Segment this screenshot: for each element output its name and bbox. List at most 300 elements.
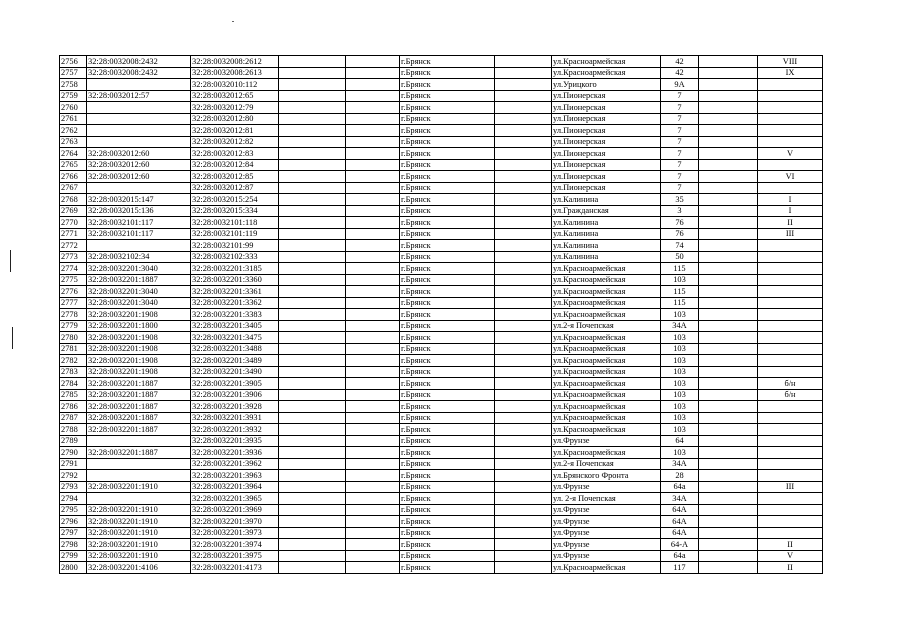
empty-cell	[279, 228, 346, 240]
empty-cell	[346, 251, 400, 263]
empty-cell	[346, 458, 400, 470]
house-number-cell: 103	[661, 447, 699, 459]
row-number-cell: 2775	[60, 274, 87, 286]
empty-cell	[279, 102, 346, 114]
row-number-cell: 2792	[60, 470, 87, 482]
empty-cell	[495, 504, 552, 516]
building-cell	[758, 320, 823, 332]
parent-cadastral-cell: 32:28:0032201:1910	[87, 539, 191, 551]
empty-cell	[495, 562, 552, 574]
empty-cell	[495, 240, 552, 252]
empty-cell	[279, 493, 346, 505]
empty-cell	[495, 366, 552, 378]
table-row	[60, 366, 823, 378]
street-cell: ул.Красноармейская	[552, 562, 661, 574]
house-number-cell: 74	[661, 240, 699, 252]
empty-cell	[699, 136, 758, 148]
street-cell: ул.Пионерская	[552, 136, 661, 148]
empty-cell	[495, 539, 552, 551]
city-cell: г.Брянск	[400, 251, 495, 263]
empty-cell	[495, 493, 552, 505]
cadastral-number-cell: 32:28:0032201:3964	[191, 481, 279, 493]
row-number-cell: 2774	[60, 263, 87, 275]
empty-cell	[699, 274, 758, 286]
row-number-cell: 2789	[60, 435, 87, 447]
empty-cell	[279, 550, 346, 562]
table-row	[60, 504, 823, 516]
row-number-cell: 2772	[60, 240, 87, 252]
empty-cell	[495, 401, 552, 413]
city-cell: г.Брянск	[400, 171, 495, 183]
city-cell: г.Брянск	[400, 516, 495, 528]
parent-cadastral-cell	[87, 240, 191, 252]
parent-cadastral-cell: 32:28:0032201:3040	[87, 297, 191, 309]
city-cell: г.Брянск	[400, 182, 495, 194]
empty-cell	[495, 263, 552, 275]
house-number-cell: 28	[661, 470, 699, 482]
empty-cell	[346, 389, 400, 401]
building-cell	[758, 297, 823, 309]
cadastral-number-cell: 32:28:0032015:254	[191, 194, 279, 206]
building-cell: II	[758, 539, 823, 551]
house-number-cell: 103	[661, 424, 699, 436]
parent-cadastral-cell: 32:28:0032201:1910	[87, 481, 191, 493]
table-row	[60, 343, 823, 355]
building-cell: VIII	[758, 56, 823, 68]
empty-cell	[699, 343, 758, 355]
parent-cadastral-cell: 32:28:0032201:1800	[87, 320, 191, 332]
street-cell: ул.Пионерская	[552, 148, 661, 160]
empty-cell	[279, 424, 346, 436]
street-cell: ул.Фрунзе	[552, 550, 661, 562]
empty-cell	[346, 113, 400, 125]
city-cell: г.Брянск	[400, 343, 495, 355]
parent-cadastral-cell: 32:28:0032201:1910	[87, 516, 191, 528]
cadastral-number-cell: 32:28:0032201:3906	[191, 389, 279, 401]
empty-cell	[699, 378, 758, 390]
empty-cell	[495, 125, 552, 137]
empty-cell	[495, 159, 552, 171]
city-cell: г.Брянск	[400, 274, 495, 286]
cadastral-number-cell: 32:28:0032012:83	[191, 148, 279, 160]
empty-cell	[495, 113, 552, 125]
parent-cadastral-cell: 32:28:0032201:1908	[87, 366, 191, 378]
empty-cell	[699, 562, 758, 574]
row-number-cell: 2794	[60, 493, 87, 505]
empty-cell	[699, 493, 758, 505]
house-number-cell: 7	[661, 148, 699, 160]
empty-cell	[346, 343, 400, 355]
house-number-cell: 7	[661, 159, 699, 171]
table-row	[60, 424, 823, 436]
table-row	[60, 67, 823, 79]
row-number-cell: 2791	[60, 458, 87, 470]
row-number-cell: 2793	[60, 481, 87, 493]
cadastral-number-cell: 32:28:0032010:112	[191, 79, 279, 91]
city-cell: г.Брянск	[400, 217, 495, 229]
empty-cell	[346, 171, 400, 183]
building-cell: I	[758, 205, 823, 217]
parent-cadastral-cell	[87, 125, 191, 137]
street-cell: ул.Фрунзе	[552, 435, 661, 447]
cadastral-number-cell: 32:28:0032012:80	[191, 113, 279, 125]
empty-cell	[699, 355, 758, 367]
row-number-cell: 2769	[60, 205, 87, 217]
city-cell: г.Брянск	[400, 550, 495, 562]
building-cell	[758, 366, 823, 378]
row-number-cell: 2790	[60, 447, 87, 459]
cadastral-number-cell: 32:28:0032201:3360	[191, 274, 279, 286]
empty-cell	[279, 332, 346, 344]
empty-cell	[495, 527, 552, 539]
parent-cadastral-cell: 32:28:0032201:1910	[87, 527, 191, 539]
table-row	[60, 516, 823, 528]
row-number-cell: 2795	[60, 504, 87, 516]
empty-cell	[699, 171, 758, 183]
parent-cadastral-cell: 32:28:0032008:2432	[87, 67, 191, 79]
table-row	[60, 159, 823, 171]
city-cell: г.Брянск	[400, 286, 495, 298]
city-cell: г.Брянск	[400, 194, 495, 206]
empty-cell	[699, 412, 758, 424]
empty-cell	[346, 240, 400, 252]
cadastral-number-cell: 32:28:0032101:99	[191, 240, 279, 252]
row-number-cell: 2782	[60, 355, 87, 367]
cadastral-number-cell: 32:28:0032201:3362	[191, 297, 279, 309]
table-row	[60, 171, 823, 183]
city-cell: г.Брянск	[400, 102, 495, 114]
row-number-cell: 2759	[60, 90, 87, 102]
empty-cell	[699, 251, 758, 263]
empty-cell	[346, 205, 400, 217]
empty-cell	[279, 504, 346, 516]
empty-cell	[495, 412, 552, 424]
empty-cell	[346, 159, 400, 171]
parent-cadastral-cell: 32:28:0032008:2432	[87, 56, 191, 68]
cadastral-number-cell: 32:28:0032201:3185	[191, 263, 279, 275]
city-cell: г.Брянск	[400, 309, 495, 321]
cadastral-number-cell: 32:28:0032201:3490	[191, 366, 279, 378]
street-cell: ул.Красноармейская	[552, 366, 661, 378]
empty-cell	[699, 504, 758, 516]
empty-cell	[495, 424, 552, 436]
empty-cell	[495, 102, 552, 114]
empty-cell	[699, 550, 758, 562]
cadastral-number-cell: 32:28:0032201:3935	[191, 435, 279, 447]
table-row	[60, 458, 823, 470]
empty-cell	[279, 481, 346, 493]
parent-cadastral-cell: 32:28:0032201:1887	[87, 389, 191, 401]
empty-cell	[495, 274, 552, 286]
building-cell: б/н	[758, 389, 823, 401]
house-number-cell: 103	[661, 343, 699, 355]
building-cell	[758, 251, 823, 263]
row-number-cell: 2788	[60, 424, 87, 436]
empty-cell	[495, 447, 552, 459]
city-cell: г.Брянск	[400, 424, 495, 436]
parent-cadastral-cell: 32:28:0032201:1910	[87, 550, 191, 562]
building-cell: III	[758, 481, 823, 493]
table-row	[60, 435, 823, 447]
house-number-cell: 64а	[661, 481, 699, 493]
house-number-cell: 3	[661, 205, 699, 217]
row-number-cell: 2799	[60, 550, 87, 562]
empty-cell	[699, 389, 758, 401]
city-cell: г.Брянск	[400, 79, 495, 91]
building-cell	[758, 458, 823, 470]
empty-cell	[495, 389, 552, 401]
empty-cell	[279, 79, 346, 91]
parent-cadastral-cell	[87, 102, 191, 114]
house-number-cell: 34А	[661, 458, 699, 470]
building-cell: IX	[758, 67, 823, 79]
city-cell: г.Брянск	[400, 355, 495, 367]
city-cell: г.Брянск	[400, 205, 495, 217]
house-number-cell: 64а	[661, 550, 699, 562]
empty-cell	[346, 527, 400, 539]
parent-cadastral-cell	[87, 79, 191, 91]
empty-cell	[346, 493, 400, 505]
parent-cadastral-cell: 32:28:0032201:1887	[87, 401, 191, 413]
row-number-cell: 2773	[60, 251, 87, 263]
empty-cell	[279, 389, 346, 401]
empty-cell	[279, 527, 346, 539]
empty-cell	[495, 378, 552, 390]
city-cell: г.Брянск	[400, 90, 495, 102]
cadastral-number-cell: 32:28:0032201:3361	[191, 286, 279, 298]
building-cell	[758, 516, 823, 528]
cadastral-number-cell: 32:28:0032201:3905	[191, 378, 279, 390]
city-cell: г.Брянск	[400, 458, 495, 470]
row-number-cell: 2798	[60, 539, 87, 551]
empty-cell	[346, 320, 400, 332]
empty-cell	[495, 56, 552, 68]
empty-cell	[346, 148, 400, 160]
empty-cell	[346, 355, 400, 367]
empty-cell	[699, 102, 758, 114]
empty-cell	[346, 182, 400, 194]
row-number-cell: 2800	[60, 562, 87, 574]
street-cell: ул.Фрунзе	[552, 504, 661, 516]
empty-cell	[346, 401, 400, 413]
empty-cell	[279, 309, 346, 321]
cadastral-number-cell: 32:28:0032201:3969	[191, 504, 279, 516]
empty-cell	[279, 159, 346, 171]
city-cell: г.Брянск	[400, 67, 495, 79]
street-cell: ул. 2-я Почепская	[552, 493, 661, 505]
empty-cell	[346, 562, 400, 574]
cadastral-number-cell: 32:28:0032201:3405	[191, 320, 279, 332]
street-cell: ул.Красноармейская	[552, 343, 661, 355]
empty-cell	[279, 67, 346, 79]
table-row	[60, 251, 823, 263]
parent-cadastral-cell: 32:28:0032201:1887	[87, 447, 191, 459]
table-row	[60, 205, 823, 217]
city-cell: г.Брянск	[400, 148, 495, 160]
empty-cell	[279, 90, 346, 102]
cadastral-number-cell: 32:28:0032102:333	[191, 251, 279, 263]
table-row	[60, 378, 823, 390]
table-row	[60, 56, 823, 68]
building-cell	[758, 79, 823, 91]
city-cell: г.Брянск	[400, 263, 495, 275]
house-number-cell: 76	[661, 217, 699, 229]
empty-cell	[495, 355, 552, 367]
cadastral-number-cell: 32:28:0032201:3475	[191, 332, 279, 344]
empty-cell	[346, 274, 400, 286]
empty-cell	[495, 435, 552, 447]
cadastral-number-cell: 32:28:0032201:3970	[191, 516, 279, 528]
building-cell	[758, 102, 823, 114]
table-row	[60, 447, 823, 459]
cadastral-number-cell: 32:28:0032012:82	[191, 136, 279, 148]
empty-cell	[699, 435, 758, 447]
table-row	[60, 240, 823, 252]
house-number-cell: 115	[661, 286, 699, 298]
street-cell: ул.Брянского Фронта	[552, 470, 661, 482]
empty-cell	[279, 355, 346, 367]
empty-cell	[279, 458, 346, 470]
building-cell	[758, 470, 823, 482]
empty-cell	[279, 56, 346, 68]
table-row	[60, 539, 823, 551]
empty-cell	[346, 67, 400, 79]
parent-cadastral-cell: 32:28:0032101:117	[87, 217, 191, 229]
building-cell	[758, 412, 823, 424]
empty-cell	[699, 527, 758, 539]
empty-cell	[699, 228, 758, 240]
house-number-cell: 7	[661, 182, 699, 194]
row-number-cell: 2784	[60, 378, 87, 390]
empty-cell	[699, 470, 758, 482]
house-number-cell: 7	[661, 125, 699, 137]
street-cell: ул.Красноармейская	[552, 401, 661, 413]
street-cell: ул.Красноармейская	[552, 309, 661, 321]
cadastral-number-cell: 32:28:0032101:119	[191, 228, 279, 240]
row-number-cell: 2768	[60, 194, 87, 206]
table-row	[60, 562, 823, 574]
parent-cadastral-cell	[87, 113, 191, 125]
street-cell: ул.Фрунзе	[552, 527, 661, 539]
cadastral-number-cell: 32:28:0032201:3936	[191, 447, 279, 459]
row-number-cell: 2763	[60, 136, 87, 148]
street-cell: ул.Калинина	[552, 251, 661, 263]
house-number-cell: 64А	[661, 504, 699, 516]
parent-cadastral-cell: 32:28:0032201:3040	[87, 286, 191, 298]
house-number-cell: 117	[661, 562, 699, 574]
building-cell	[758, 136, 823, 148]
city-cell: г.Брянск	[400, 447, 495, 459]
building-cell	[758, 309, 823, 321]
street-cell: ул.Пионерская	[552, 159, 661, 171]
building-cell	[758, 159, 823, 171]
table-row	[60, 217, 823, 229]
house-number-cell: 103	[661, 366, 699, 378]
empty-cell	[279, 366, 346, 378]
parent-cadastral-cell	[87, 458, 191, 470]
house-number-cell: 35	[661, 194, 699, 206]
empty-cell	[495, 251, 552, 263]
city-cell: г.Брянск	[400, 493, 495, 505]
building-cell	[758, 493, 823, 505]
building-cell: V	[758, 148, 823, 160]
empty-cell	[346, 125, 400, 137]
table-row	[60, 493, 823, 505]
cadastral-number-cell: 32:28:0032201:3931	[191, 412, 279, 424]
table-row	[60, 297, 823, 309]
empty-cell	[495, 194, 552, 206]
house-number-cell: 103	[661, 309, 699, 321]
city-cell: г.Брянск	[400, 366, 495, 378]
house-number-cell: 34А	[661, 493, 699, 505]
parent-cadastral-cell: 32:28:0032201:1908	[87, 343, 191, 355]
row-number-cell: 2785	[60, 389, 87, 401]
scan-mark-left-lower	[12, 327, 13, 349]
empty-cell	[346, 481, 400, 493]
empty-cell	[346, 550, 400, 562]
row-number-cell: 2778	[60, 309, 87, 321]
parent-cadastral-cell: 32:28:0032012:57	[87, 90, 191, 102]
empty-cell	[346, 412, 400, 424]
parent-cadastral-cell: 32:28:0032201:1908	[87, 332, 191, 344]
cadastral-number-cell: 32:28:0032012:81	[191, 125, 279, 137]
cadastral-number-cell: 32:28:0032101:118	[191, 217, 279, 229]
parent-cadastral-cell	[87, 493, 191, 505]
street-cell: ул.Красноармейская	[552, 67, 661, 79]
empty-cell	[279, 194, 346, 206]
empty-cell	[699, 539, 758, 551]
table-row	[60, 401, 823, 413]
empty-cell	[495, 458, 552, 470]
row-number-cell: 2761	[60, 113, 87, 125]
cadastral-number-cell: 32:28:0032201:3974	[191, 539, 279, 551]
table-row	[60, 148, 823, 160]
city-cell: г.Брянск	[400, 470, 495, 482]
row-number-cell: 2783	[60, 366, 87, 378]
house-number-cell: 103	[661, 378, 699, 390]
house-number-cell: 103	[661, 412, 699, 424]
building-cell	[758, 527, 823, 539]
table-row	[60, 102, 823, 114]
empty-cell	[495, 550, 552, 562]
empty-cell	[495, 286, 552, 298]
parent-cadastral-cell: 32:28:0032015:136	[87, 205, 191, 217]
empty-cell	[346, 79, 400, 91]
empty-cell	[699, 481, 758, 493]
empty-cell	[346, 263, 400, 275]
table-row	[60, 389, 823, 401]
house-number-cell: 103	[661, 274, 699, 286]
row-number-cell: 2781	[60, 343, 87, 355]
empty-cell	[699, 309, 758, 321]
row-number-cell: 2757	[60, 67, 87, 79]
empty-cell	[279, 251, 346, 263]
empty-cell	[279, 136, 346, 148]
row-number-cell: 2765	[60, 159, 87, 171]
cadastral-number-cell: 32:28:0032015:334	[191, 205, 279, 217]
house-number-cell: 64А	[661, 527, 699, 539]
parent-cadastral-cell	[87, 435, 191, 447]
empty-cell	[699, 286, 758, 298]
street-cell: ул.Красноармейская	[552, 424, 661, 436]
table-row	[60, 355, 823, 367]
empty-cell	[699, 67, 758, 79]
parent-cadastral-cell: 32:28:0032012:60	[87, 148, 191, 160]
city-cell: г.Брянск	[400, 297, 495, 309]
registry-table	[59, 55, 823, 574]
house-number-cell: 7	[661, 102, 699, 114]
cadastral-number-cell: 32:28:0032008:2612	[191, 56, 279, 68]
